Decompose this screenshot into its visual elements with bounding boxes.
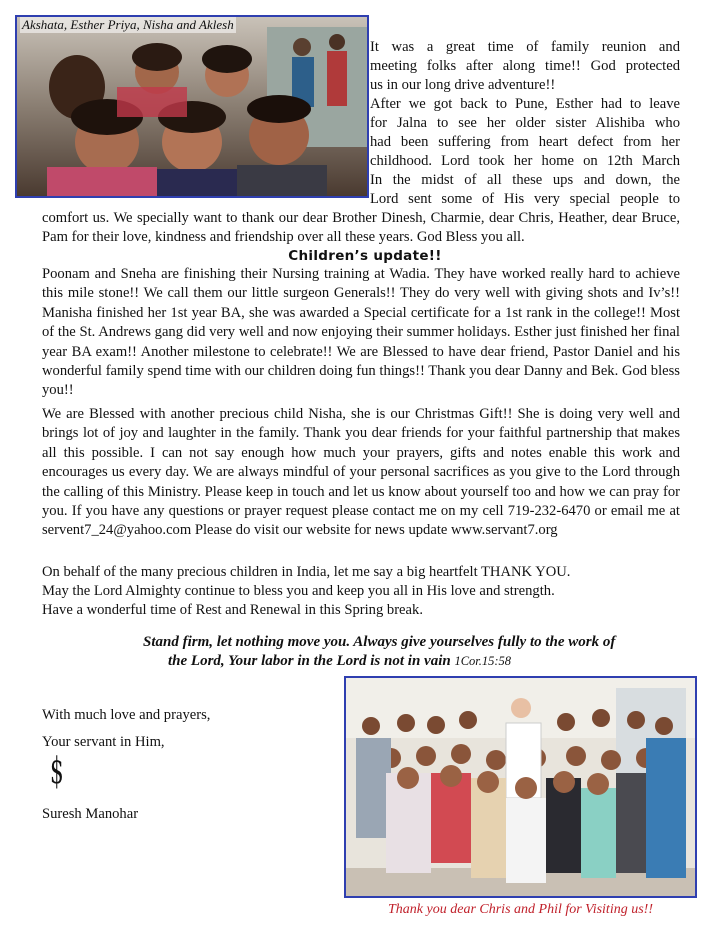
intro-line: After we got back to Pune, Esther had to leave xyxy=(370,96,680,112)
children-update-heading: Children’s update!! xyxy=(288,248,442,264)
verse-line-1: Stand firm, let nothing move you. Always give yourselves fully to the work of xyxy=(143,634,616,650)
signature-mark: $ xyxy=(50,751,64,792)
bottom-photo-caption: Thank you dear Chris and Phil for Visiting us!! xyxy=(388,902,653,917)
top-family-photo xyxy=(15,15,369,198)
verse-line-2-text: the Lord, Your labor in the Lord is not in vain xyxy=(168,653,451,669)
intro-line: us in our long drive adventure!! xyxy=(370,77,556,93)
signature-sign-off: Your servant in Him, xyxy=(42,734,165,750)
intro-line: for Jalna to see her older sister Alishiba who xyxy=(370,115,680,131)
signature-name: Suresh Manohar xyxy=(42,806,139,822)
intro-line: In the midst of all these ups and down, the xyxy=(370,172,680,188)
blessed-paragraph: We are Blessed with another precious child Nisha, she is our Christmas Gift!! She is doing very well and brings lot of joy and laughter in the family. Thank you dear friends for your faithful partnership that makes all this possible. I can not say enough how much your prayers, gifts and notes enable this work and encourages us every day. We are always mindful of your personal sacrifices as you give to the Lord through the calling of this Ministry. Please keep in touch and let us know about yourself too and how we can pray for you. If you have any questions or prayer request please contact me on my cell 719-232-6470 or email me at servent7_24@yahoo.com Please do visit our website for news update www.servant7.org xyxy=(42,406,680,539)
verse-line-2 xyxy=(168,651,688,671)
closing-line: May the Lord Almighty continue to bless you and keep you all in His love and strength. xyxy=(42,583,555,599)
intro-line: Lord sent some of His very special people to xyxy=(370,191,680,207)
intro-line: childhood. Lord took her home on 12th March xyxy=(370,153,680,169)
intro-line: had been suffering from heart defect from her xyxy=(370,134,680,150)
closing-line: On behalf of the many precious children in India, let me say a big heartfelt THANK YOU. xyxy=(42,564,571,580)
top-photo-illustration xyxy=(17,17,367,196)
intro-line: It was a great time of family reunion and xyxy=(370,39,680,55)
verse-reference: 1Cor.15:58 xyxy=(454,654,512,668)
intro-continued: comfort us. We specially want to thank our dear Brother Dinesh, Charmie, dear Chris, Heather, dear Bruce, Pam for their love, kindness and friendship over all these years. God Bless you all. xyxy=(42,210,680,246)
bottom-photo-illustration xyxy=(346,678,695,896)
bottom-group-photo xyxy=(344,676,697,898)
intro-line: meeting folks after along time!! God protected xyxy=(370,58,680,74)
children-paragraph: Poonam and Sneha are finishing their Nursing training at Wadia. They have worked really hard to achieve this mile stone!! We call them our little surgeon Generals!! They do very well with giving shots and Iv’s!! Manisha finished her 1st year BA, she was awarded a Special certificate for a 1st rank in the college!! Most of the St. Andrews gang did very well and now enjoying their summer holidays. Esther just finished her final year BA exam!! Another milestone to celebrate!! We are Blessed to have dear friend, Pastor Daniel and his wonderful family spend time with our children doing fun things!! Thank you dear Danny and Bek. God bless you!! xyxy=(42,266,680,399)
top-photo-caption: Akshata, Esther Priya, Nisha and Aklesh xyxy=(22,17,234,32)
signature-greeting: With much love and prayers, xyxy=(42,707,211,723)
closing-line: Have a wonderful time of Rest and Renewal in this Spring break. xyxy=(42,602,423,618)
